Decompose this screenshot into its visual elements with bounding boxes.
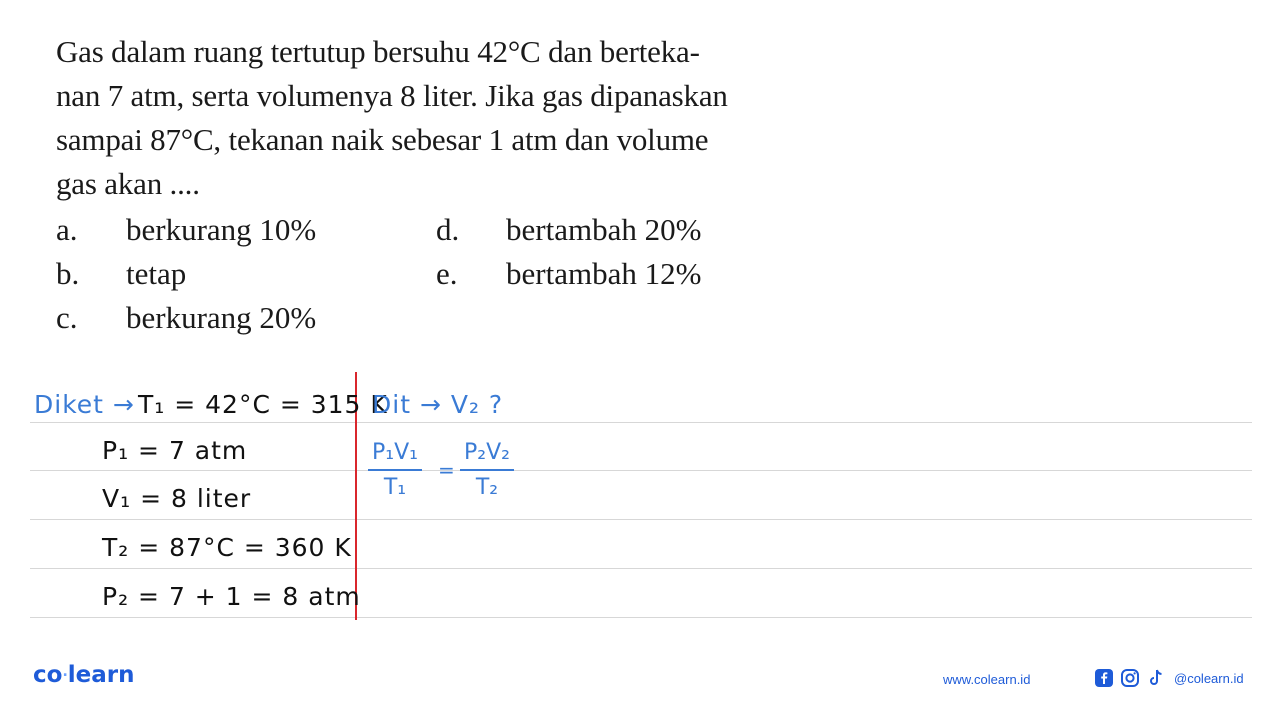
dit-label: Dit → V₂ ? (372, 390, 504, 419)
known-t2: T₂ = 87°C = 360 K (102, 533, 352, 562)
known-t1: T₁ = 42°C = 315 K (138, 390, 388, 419)
option-letter: a. (56, 212, 78, 247)
equals-sign: = (438, 458, 455, 482)
question-line: gas akan .... (56, 166, 200, 201)
question-line: nan 7 atm, serta volumenya 8 liter. Jika gas dipanaskan (56, 78, 728, 113)
ruled-line (30, 470, 1252, 471)
option-text: berkurang 10% (126, 212, 317, 247)
known-v1: V₁ = 8 liter (102, 484, 252, 513)
option-d (436, 210, 701, 250)
brand-left: co (33, 662, 63, 688)
option-text: tetap (126, 256, 187, 291)
fraction-right (460, 440, 514, 500)
question-text (56, 30, 816, 206)
fraction-bar (460, 469, 514, 471)
option-letter: d. (436, 212, 460, 247)
facebook-icon (1094, 668, 1114, 688)
known-p1: P₁ = 7 atm (102, 436, 248, 465)
social-links (1094, 668, 1244, 688)
fraction-numerator: P₁V₁ (372, 440, 418, 465)
option-c (56, 298, 316, 338)
question-line: sampai 87°C, tekanan naik sebesar 1 atm dan volume (56, 122, 709, 157)
option-b (56, 254, 186, 294)
known-p2: P₂ = 7 + 1 = 8 atm (102, 582, 361, 611)
tiktok-icon (1146, 668, 1166, 688)
brand-right: learn (67, 662, 135, 688)
option-text: bertambah 12% (506, 256, 702, 291)
instagram-icon (1120, 668, 1140, 688)
ruled-line (30, 422, 1252, 423)
ruled-line (30, 519, 1252, 520)
fraction-bar (368, 469, 422, 471)
option-letter: e. (436, 256, 458, 291)
fraction-denominator: T₂ (475, 475, 499, 500)
option-e (436, 254, 701, 294)
fraction-denominator: T₁ (383, 475, 407, 500)
option-text: berkurang 20% (126, 300, 317, 335)
diket-label: Diket → (34, 390, 135, 419)
ruled-line (30, 568, 1252, 569)
fraction-numerator: P₂V₂ (464, 440, 510, 465)
brand-dot: · (62, 667, 68, 684)
option-text: bertambah 20% (506, 212, 702, 247)
fraction-left (368, 440, 422, 500)
option-letter: b. (56, 256, 80, 291)
social-handle: @colearn.id (1174, 670, 1244, 686)
colearn-logo (33, 662, 135, 688)
question-line: Gas dalam ruang tertutup bersuhu 42°C dan berteka- (56, 34, 700, 69)
website-url: www.colearn.id (943, 672, 1031, 687)
option-letter: c. (56, 300, 78, 335)
ruled-line (30, 617, 1252, 618)
option-a (56, 210, 316, 250)
